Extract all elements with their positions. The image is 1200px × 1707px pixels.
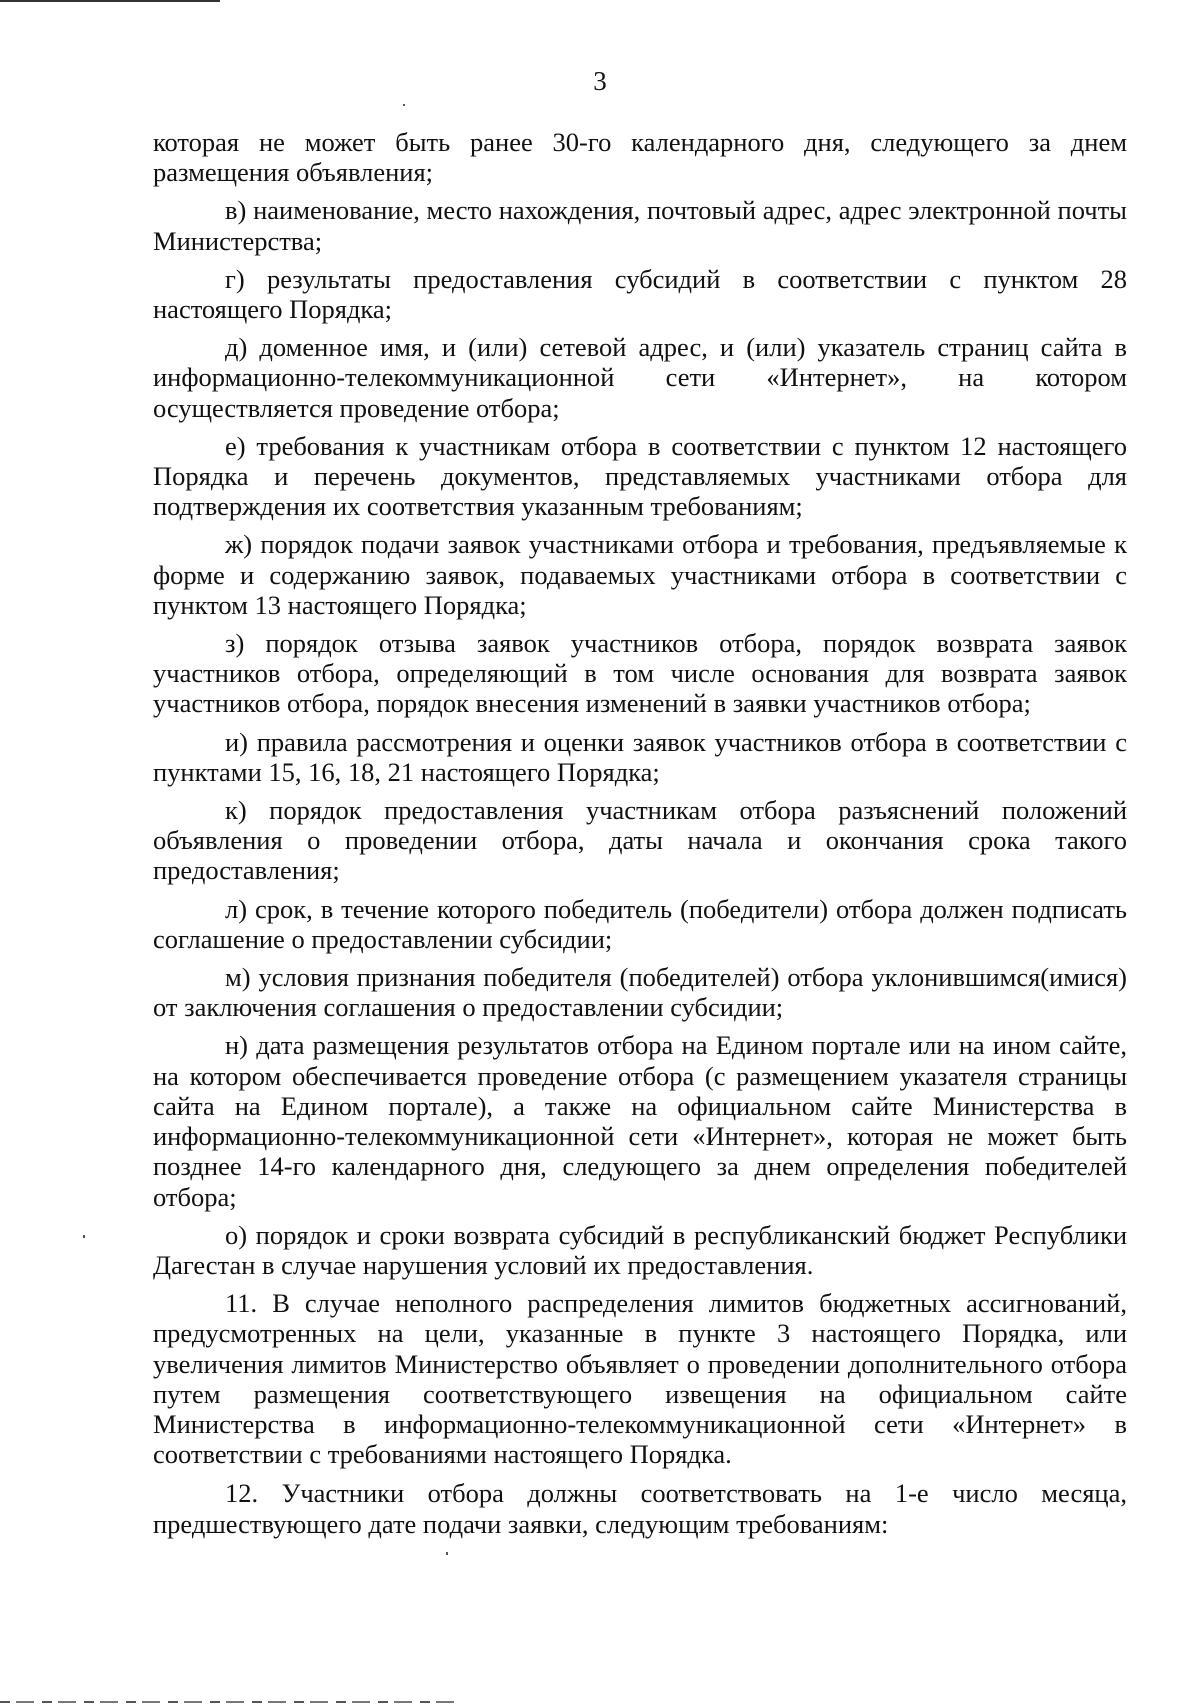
scan-speck: [83, 1235, 85, 1238]
paragraph-clause-11: 11. В случае неполного распределения лимитов бюджетных ассигнований, предусмотренных на цели, указанные в пункте 3 настоящего Порядка, или увеличения лимитов Министерство объявляет о проведении дополнительного отбора путем размещения соответствующего извещения на официальном сайте Министерства в информационно-телекоммуникационной сети «Интернет» в соответствии с требованиями настоящего Порядка.: [153, 1288, 1127, 1470]
paragraph-item-e: е) требования к участникам отбора в соответствии с пунктом 12 настоящего Порядка и перечень документов, представляемых участниками отбора для подтверждения их соответствия указанным требованиям;: [153, 430, 1127, 522]
paragraph-item-k: к) порядок предоставления участникам отбора разъяснений положений объявления о проведении отбора, даты начала и окончания срока такого предоставления;: [153, 795, 1127, 886]
paragraph-item-v: в) наименование, место нахождения, почтовый адрес, адрес электронной почты Министерства;: [153, 195, 1127, 256]
paragraph-item-z: з) порядок отзыва заявок участников отбора, порядок возврата заявок участников отбора, определяющий в том числе основания для возврата заявок участников отбора, порядок внесения изменений в заявки участников отбора;: [153, 628, 1127, 719]
paragraph-item-o: о) порядок и сроки возврата субсидий в республиканский бюджет Республики Дагестан в случае нарушения условий их предоставления.: [153, 1219, 1127, 1280]
scan-edge-line-top: [0, 0, 220, 2]
paragraph-continuation: которая не может быть ранее 30-го календарного дня, следующего за днем размещения объявления;: [153, 127, 1127, 188]
paragraph-item-l: л) срок, в течение которого победитель (победители) отбора должен подписать соглашение о предоставлении субсидии;: [153, 893, 1127, 954]
paragraph-item-zh: ж) порядок подачи заявок участниками отбора и требования, предъявляемые к форме и содержанию заявок, подаваемых участниками отбора в соответствии с пунктом 13 настоящего Порядка;: [153, 529, 1127, 620]
document-body: [153, 127, 1127, 1539]
paragraph-item-g: г) результаты предоставления субсидий в соответствии с пунктом 28 настоящего Порядка;: [153, 263, 1127, 325]
paragraph-item-n: н) дата размещения результатов отбора на Едином портале или на ином сайте, на котором обеспечивается проведение отбора (с размещением указателя страницы сайта на Едином портале), а также на официальном сайте Министерства в информационно-телекоммуникационной сети «Интернет», которая не может быть позднее 14-го календарного дня, следующего за днем определения победителей отбора;: [153, 1030, 1127, 1212]
scan-edge-line-bottom: [0, 1701, 460, 1703]
paragraph-item-d: д) доменное имя, и (или) сетевой адрес, и (или) указатель страниц сайта в информационно-телекоммуникационной сети «Интернет», на котором осуществляется проведение отбора;: [153, 332, 1127, 423]
scan-speck: [403, 104, 405, 106]
paragraph-item-m: м) условия признания победителя (победителей) отбора уклонившимся(имися) от заключения соглашения о предоставлении субсидии;: [153, 962, 1127, 1023]
paragraph-item-i: и) правила рассмотрения и оценки заявок участников отбора в соответствии с пунктами 15, 16, 18, 21 настоящего Порядка;: [153, 726, 1127, 787]
scan-speck: [446, 1552, 448, 1555]
paragraph-clause-12: 12. Участники отбора должны соответствовать на 1-е число месяца, предшествующего дате подачи заявки, следующим требованиям:: [153, 1478, 1127, 1539]
page-number: 3: [593, 66, 607, 96]
